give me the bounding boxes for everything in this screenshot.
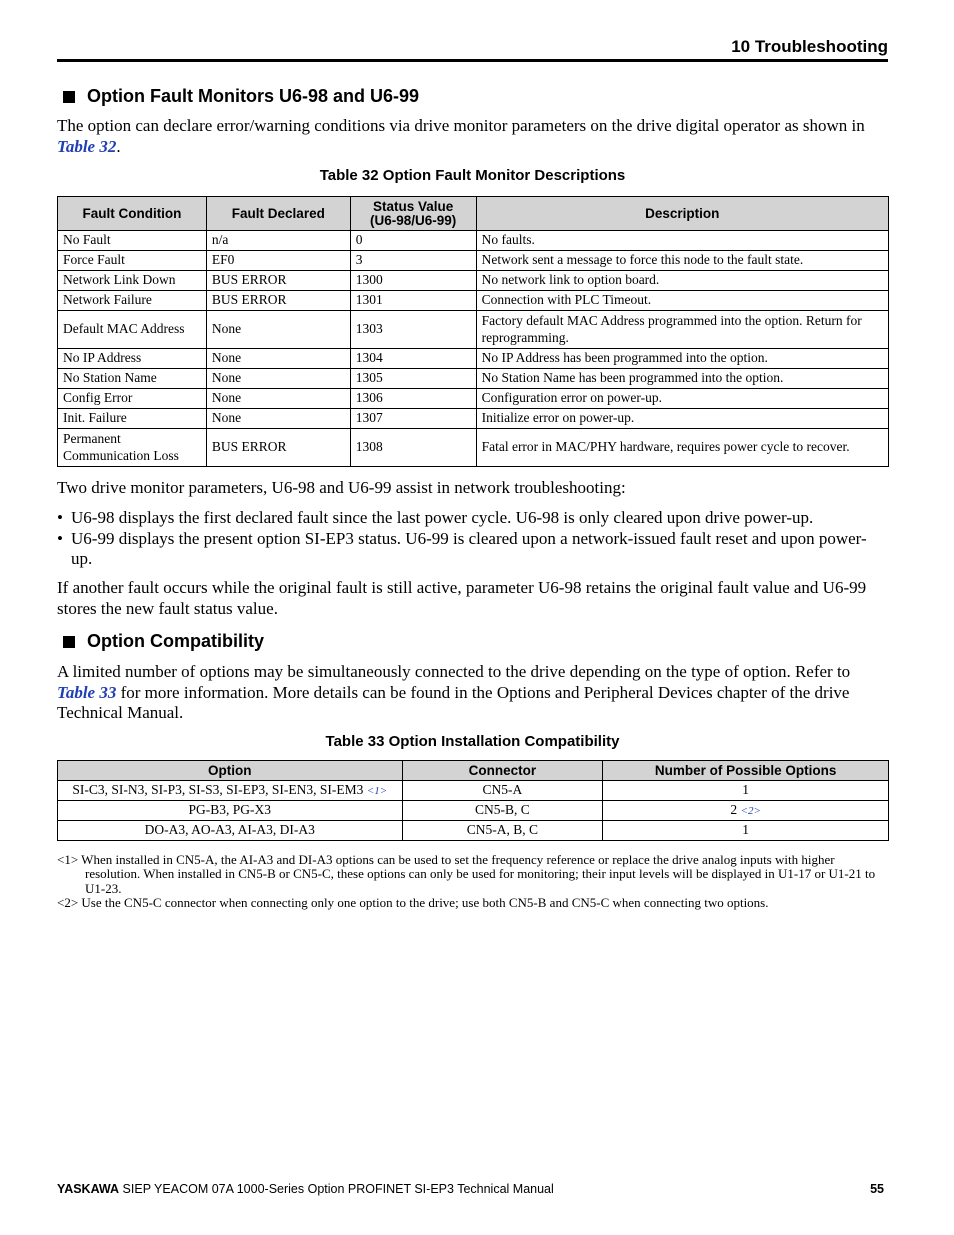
section-title: Option Fault Monitors U6-98 and U6-99: [87, 86, 420, 106]
monitor-params-intro: Two drive monitor parameters, U6-98 and U6-99 assist in network troubleshooting:: [57, 478, 626, 497]
list-item: • U6-99 displays the present option SI-EP3 status. U6-99 is cleared upon a network-issued fault reset and upon power-up.: [57, 528, 867, 568]
table-row: Config Error None 1306 Configuration error on power-up.: [58, 389, 889, 409]
col-header: Option: [58, 761, 403, 781]
footnote-ref-2[interactable]: <2>: [740, 804, 761, 817]
table-row: Network Failure BUS ERROR 1301 Connection with PLC Timeout.: [58, 291, 889, 311]
section-title: Option Compatibility: [87, 631, 264, 651]
square-bullet-icon: [63, 91, 75, 103]
brand-name: YASKAWA: [57, 1182, 120, 1196]
table-row: No IP Address None 1304 No IP Address has been programmed into the option.: [58, 349, 889, 369]
col-header: Number of Possible Options: [603, 761, 889, 781]
option-compatibility-table: [57, 760, 889, 841]
footnote-ref-1[interactable]: <1>: [366, 784, 388, 797]
table32-link[interactable]: Table 32: [57, 136, 117, 156]
page-number: 55: [870, 1182, 884, 1196]
table-row: PG-B3, PG-X3 CN5-B, C 2 <2>: [58, 801, 889, 821]
table-row: Force Fault EF0 3 Network sent a message to force this node to the fault state.: [58, 251, 889, 271]
footer-manual-title: YASKAWA SIEP YEACOM 07A 1000-Series Option PROFINET SI-EP3 Technical Manual: [57, 1182, 554, 1196]
fault-retention-paragraph: If another fault occurs while the original fault is still active, parameter U6-98 retains the original fault value and U6-99 stores the new fault status value.: [57, 578, 867, 618]
table-header-row: [58, 761, 889, 781]
footnote-2: <2> Use the CN5-C connector when connecting only one option to the drive; use both CN5-B and CN5-C when connecting two options.: [57, 894, 769, 910]
col-header: Fault Declared: [206, 197, 350, 231]
table-row: No Fault n/a 0 No faults.: [58, 231, 889, 251]
col-header: Description: [476, 197, 888, 231]
fault-monitor-table: [57, 196, 889, 467]
bullet-list: [57, 508, 887, 570]
list-item: • U6-98 displays the first declared fault since the last power cycle. U6-98 is only cleared upon drive power-up.: [57, 508, 814, 527]
footnote-1: <1> When installed in CN5-A, the AI-A3 and DI-A3 options can be used to set the frequency reference or replace the drive analog inputs with higher resolution. When installed in CN5-B or CN5-C, these options can only be used for monitoring; their input levels will be displayed in U1-17 or U1-21 to U1-23.: [57, 852, 876, 896]
table-row: SI-C3, SI-N3, SI-P3, SI-S3, SI-EP3, SI-EN3, SI-EM3 <1> CN5-A 1: [58, 781, 889, 801]
col-header: Connector: [402, 761, 603, 781]
bullet-dot-icon: •: [57, 528, 63, 548]
footnotes: [57, 853, 889, 910]
table-row: Init. Failure None 1307 Initialize error on power-up.: [58, 409, 889, 429]
section2-intro: A limited number of options may be simultaneously connected to the drive depending on the type of option. Refer to Table 33 for more information. More details can be found in the Options and Peripheral Devices chapter of the drive Technical Manual.: [57, 662, 851, 722]
square-bullet-icon: [63, 636, 75, 648]
table-row: DO-A3, AO-A3, AI-A3, DI-A3 CN5-A, B, C 1: [58, 821, 889, 841]
bullet-dot-icon: •: [57, 508, 63, 527]
table-row: Permanent Communication Loss BUS ERROR 1308 Fatal error in MAC/PHY hardware, requires power cycle to recover.: [58, 429, 889, 467]
section1-intro: The option can declare error/warning conditions via drive monitor parameters on the drive digital operator as shown in Table 32.: [57, 116, 865, 156]
section-heading-fault-monitors: [63, 86, 419, 107]
chapter-title: 10 Troubleshooting: [731, 37, 888, 56]
table32-caption: Table 32 Option Fault Monitor Descriptions: [319, 167, 626, 184]
table33-caption: Table 33 Option Installation Compatibility: [325, 733, 620, 750]
table-row: No Station Name None 1305 No Station Name has been programmed into the option.: [58, 369, 889, 389]
col-header: Fault Condition: [58, 197, 207, 231]
col-header: Status Value (U6-98/U6-99): [350, 197, 476, 231]
section-heading-compatibility: [63, 631, 264, 652]
table-row: Network Link Down BUS ERROR 1300 No network link to option board.: [58, 271, 889, 291]
table33-link[interactable]: Table 33: [57, 682, 117, 702]
table-row: Default MAC Address None 1303 Factory default MAC Address programmed into the option. Return for reprogramming.: [58, 311, 889, 349]
table-header-row: [58, 197, 889, 231]
header-rule: [57, 59, 888, 62]
